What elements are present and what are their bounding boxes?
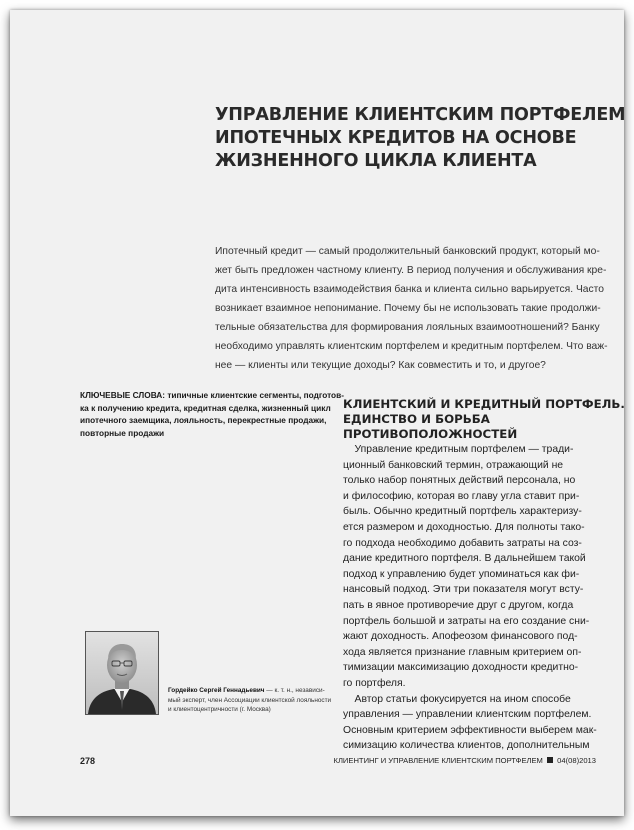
journal-name: КЛИЕНТИНГ И УПРАВЛЕНИЕ КЛИЕНТСКИМ ПОРТФЕЛЕМ bbox=[333, 756, 543, 765]
author-caption bbox=[168, 686, 338, 715]
body-line: подход к управлению будет упоминаться как фи- bbox=[343, 568, 580, 580]
author-photo bbox=[85, 631, 159, 715]
body-line: и философию, которая во главу угла ставит при- bbox=[343, 490, 580, 502]
section-title bbox=[343, 396, 625, 442]
body-line: ционный банковский термин, отражающий не bbox=[343, 459, 564, 471]
author-portrait-icon bbox=[86, 632, 158, 714]
keywords-line: ка к получению кредита, кредитная сделка, жизненный цикл bbox=[80, 402, 331, 413]
title-line: УПРАВЛЕНИЕ КЛИЕНТСКИМ ПОРТФЕЛЕМ bbox=[215, 105, 626, 125]
body-line: быль. Обычно кредитный портфель характеризу- bbox=[343, 506, 582, 518]
author-name: Гордейко Сергей Геннадьевич bbox=[168, 687, 265, 694]
lead-line: жет быть предложен частному клиенту. В период получения и обслуживания кре- bbox=[215, 265, 607, 276]
lead-line: дита интенсивность взаимодействия банка и клиента сильно варьируется. Часто bbox=[215, 284, 605, 295]
body-line: нансовый подход. Эти три показателя могут всту- bbox=[343, 584, 584, 596]
body-line: ется размером и доходностью. Для полноты тако- bbox=[343, 521, 585, 533]
keywords-line: КЛЮЧЕВЫЕ СЛОВА: типичные клиентские сегменты, подготов- bbox=[80, 390, 344, 400]
magazine-page bbox=[10, 10, 624, 816]
author-line bbox=[168, 686, 338, 696]
title-line: ЖИЗНЕННОГО ЦИКЛА КЛИЕНТА bbox=[215, 151, 537, 171]
keywords-block bbox=[80, 389, 344, 439]
body-line: тимизации максимизацию доходности кредитно- bbox=[343, 662, 579, 674]
lead-line: нее — клиенты или текущие доходы? Как совместить и то, и другое? bbox=[215, 360, 546, 371]
square-bullet-icon bbox=[547, 757, 553, 763]
lead-line: тельные обязательства для формирования лояльных взаимоотношений? Банку bbox=[215, 322, 600, 333]
body-line: хода является признание главным критерием оп- bbox=[343, 646, 582, 658]
keywords-line: ипотечного заемщика, лояльность, перекрестные продажи, bbox=[80, 415, 327, 426]
running-footer bbox=[334, 756, 596, 765]
lead-line: Ипотечный кредит — самый продолжительный банковский продукт, который мо- bbox=[215, 246, 600, 257]
keywords-line: повторные продажи bbox=[80, 427, 165, 438]
body-line: Управление кредитным портфелем — тради- bbox=[343, 444, 574, 455]
body-line: пать в явное противоречие друг с другом, когда bbox=[343, 599, 574, 611]
body-line: го подхода необходимо добавить затраты на соз- bbox=[343, 537, 582, 549]
body-line: портфель большой и затраты на его создание сни- bbox=[343, 615, 590, 627]
body-line: только набор понятных действий персонала, но bbox=[343, 475, 576, 487]
body-line: го портфеля. bbox=[343, 677, 406, 689]
body-line: управления — управлении клиентским портфелем. bbox=[343, 709, 592, 721]
article-lead bbox=[215, 242, 608, 375]
body-line: дание кредитного портфеля. В дальнейшем такой bbox=[343, 553, 586, 565]
section-title-line: ПРОТИВОПОЛОЖНОСТЕЙ bbox=[343, 426, 518, 441]
issue-number: 04(08)2013 bbox=[557, 756, 596, 765]
title-line: ИПОТЕЧНЫХ КРЕДИТОВ НА ОСНОВЕ bbox=[215, 128, 577, 148]
author-line: и клиентоцентричности (г. Москва) bbox=[168, 706, 271, 714]
page-number: 278 bbox=[80, 756, 96, 766]
section-title-line: ЕДИНСТВО И БОРЬБА bbox=[343, 411, 490, 426]
body-line: симизацию количества клиентов, дополнительным bbox=[343, 740, 590, 752]
article-body bbox=[343, 442, 601, 754]
section-title-line: КЛИЕНТСКИЙ И КРЕДИТНЫЙ ПОРТФЕЛЬ. bbox=[343, 396, 625, 411]
body-line: Автор статьи фокусируется на ином способе bbox=[343, 693, 571, 705]
lead-line: возникает взаимное непонимание. Почему бы не использовать такие продолжи- bbox=[215, 303, 601, 314]
lead-line: необходимо управлять клиентским портфелем и кредитным портфелем. Что важ- bbox=[215, 341, 608, 352]
author-line: мый эксперт, член Ассоциации клиентской лояльности bbox=[168, 696, 332, 704]
body-line: Основным критерием эффективности выберем мак- bbox=[343, 724, 597, 736]
body-line: жают доходность. Апофеозом финансового под- bbox=[343, 631, 578, 643]
author-desc: — к. т. н., независи- bbox=[264, 687, 325, 694]
article-title bbox=[215, 104, 626, 173]
